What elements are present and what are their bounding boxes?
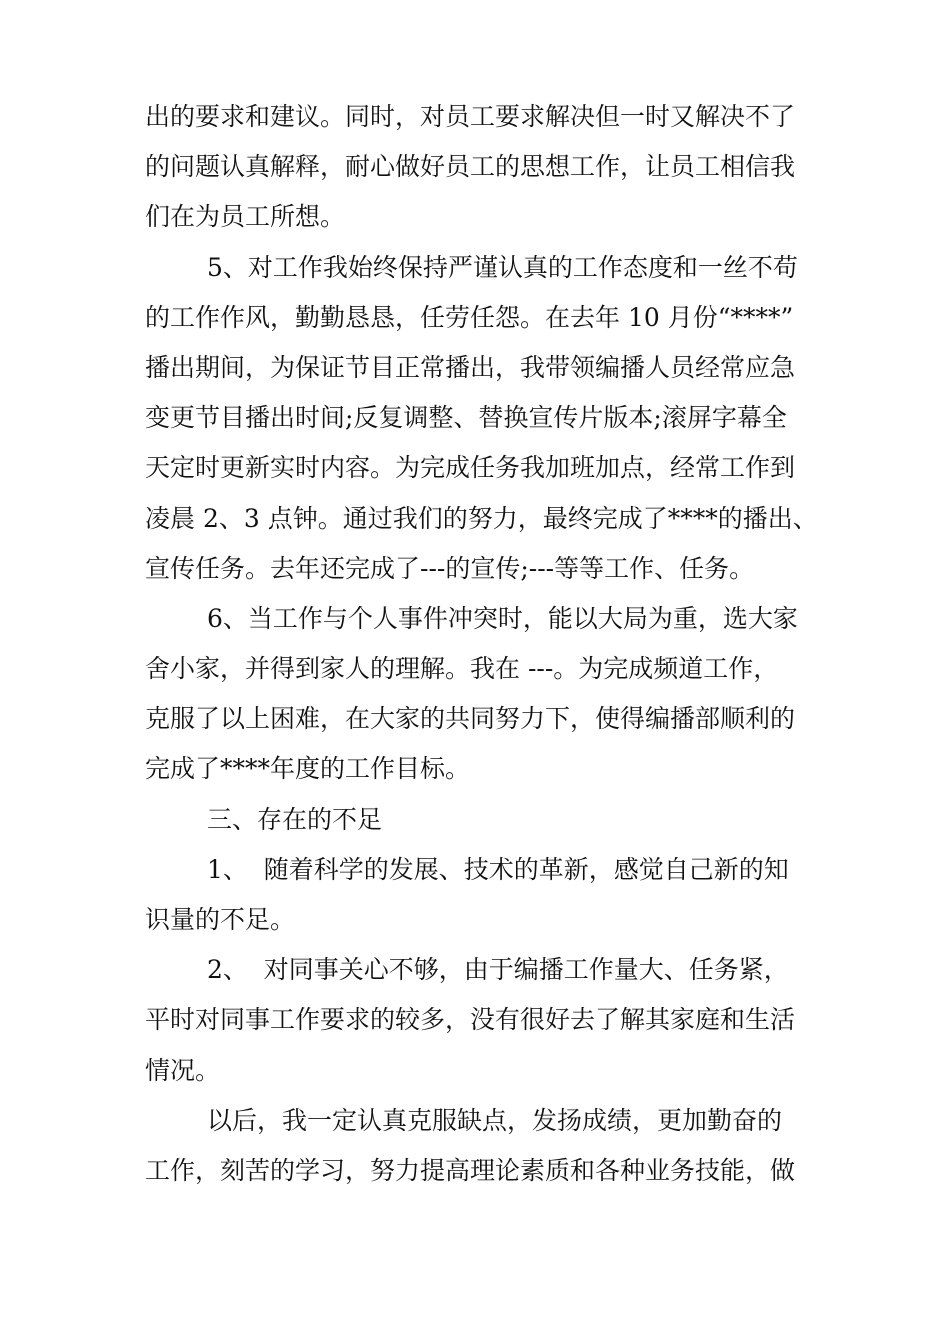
text-line-1: 出的要求和建议。同时，对员工要求解决但一时又解决不了 [145, 102, 796, 131]
text-line-7: 变更节目播出时间;反复调整、替换宣传片版本;滚屏字幕全 [145, 403, 787, 433]
text-line-12: 舍小家，并得到家人的理解。我在 ---。为完成频道工作， [145, 654, 779, 684]
text-line-9: 凌晨 2、3 点钟。通过我们的努力，最终完成了****的播出、 [145, 503, 818, 533]
text-line-8: 天定时更新实时内容。为完成任务我加班加点，经常工作到 [145, 453, 796, 483]
text-line-5: 的工作作风，勤勤恳恳，任劳任怨。在去年 10 月份“****” [145, 302, 794, 332]
text-line-10: 宣传任务。去年还完成了---的宣传;---等等工作、任务。 [145, 553, 755, 583]
text-line-3: 们在为员工所想。 [145, 202, 346, 232]
text-line-16: 1、 随着科学的发展、技术的革新，感觉自己新的知 [207, 854, 789, 884]
text-line-17: 识量的不足。 [145, 905, 296, 934]
text-line-11: 6、当工作与个人事件冲突时，能以大局为重，选大家 [207, 603, 798, 633]
section-heading: 三、存在的不足 [207, 804, 383, 834]
document-body [145, 92, 818, 1196]
text-line-13: 克服了以上困难，在大家的共同努力下，使得编播部顺利的 [145, 704, 796, 734]
text-line-2: 的问题认真解释，耐心做好员工的思想工作，让员工相信我 [145, 152, 796, 182]
text-line-4: 5、对工作我始终保持严谨认真的工作态度和一丝不苟 [207, 252, 798, 282]
text-line-18: 2、 对同事关心不够，由于编播工作量大、任务紧， [207, 955, 789, 985]
text-line-6: 播出期间，为保证节目正常播出，我带领编播人员经常应急 [145, 352, 796, 382]
text-line-22: 工作，刻苦的学习，努力提高理论素质和各种业务技能，做 [145, 1155, 796, 1185]
text-line-20: 情况。 [145, 1055, 221, 1085]
text-line-21: 以后，我一定认真克服缺点，发扬成绩，更加勤奋的 [207, 1105, 783, 1135]
text-line-14: 完成了****年度的工作目标。 [145, 754, 471, 784]
text-line-19: 平时对同事工作要求的较多，没有很好去了解其家庭和生活 [145, 1005, 796, 1035]
